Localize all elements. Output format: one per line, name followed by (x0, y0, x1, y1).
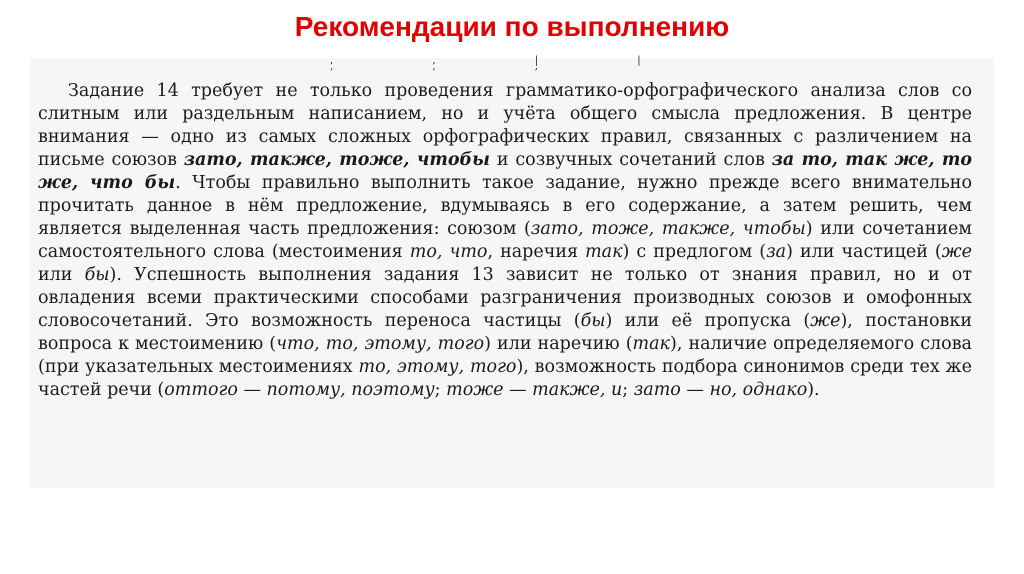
text-run: и созвучных сочетаний слов (490, 150, 772, 170)
italic-example: же (941, 242, 972, 262)
italic-example: так (585, 242, 623, 262)
italic-example: то, этому, того (358, 357, 517, 377)
text-run: ) или наречию ( (484, 334, 633, 354)
italic-example: тоже — также, и (446, 380, 623, 400)
text-run: ). Успешность выполнения задания 13 зависит не только от знания правил, но и от овладения всеми практическими способами разграничения производных союзов и омофонных словосочетаний. Это возможность переноса частицы ( (38, 265, 972, 331)
bold-italic-term: за то, так же, то же, что бы (38, 150, 973, 193)
text-run: ), наличие определяемого слова (при указательных местоимениях (38, 334, 972, 377)
text-run: ) или сочетанием самостоятельного слова (местоимения (38, 219, 972, 262)
italic-example: так (632, 334, 671, 354)
text-run: ) или частицей ( (786, 242, 942, 262)
italic-example: зато, тоже, также, чтобы (530, 219, 806, 239)
recommendation-paragraph (38, 80, 972, 402)
text-run: ; (434, 380, 447, 400)
text-run: ), возможность подбора синонимов среди тех же частей речи ( (38, 357, 972, 400)
text-run: ), постановки вопроса к местоимению ( (38, 311, 972, 354)
cropped-text-line: , , | | , , , (330, 55, 689, 72)
text-run: . Чтобы правильно выполнить такое задание, нужно прежде всего внимательно прочитать данное в нём предложение, вдумываясь в его содержание, а затем решить, чем является выделенная часть предложения: союзом ( (38, 173, 973, 239)
italic-example: что, то, этому, того (276, 334, 485, 354)
text-run: ). (807, 380, 820, 400)
slide-title: Рекомендации по выполнению (294, 11, 730, 42)
italic-example: оттого — потому, поэтому (164, 380, 435, 400)
text-run: ) с предлогом ( (622, 242, 767, 262)
italic-example: то, что (409, 242, 488, 262)
italic-example: за (766, 242, 787, 262)
text-run: ; (622, 380, 634, 400)
text-run: или (38, 265, 85, 285)
italic-example: бы (84, 265, 110, 285)
italic-example: бы (580, 311, 606, 331)
text-run: ) или её пропуска ( (605, 311, 811, 331)
bold-italic-term: зато, также, тоже, чтобы (183, 150, 490, 170)
text-run: , наречия (487, 242, 586, 262)
text-run: Задание 14 требует не только проведения грамматико-орфографического анализа слов со слитным или раздельным написанием, но и учёта общего смысла предложения. В центре внимания — одно из самых сложных орфографических правил, связанных с различением на письме союзов (38, 81, 972, 170)
italic-example: же (810, 311, 841, 331)
italic-example: зато — но, однако (633, 380, 808, 400)
